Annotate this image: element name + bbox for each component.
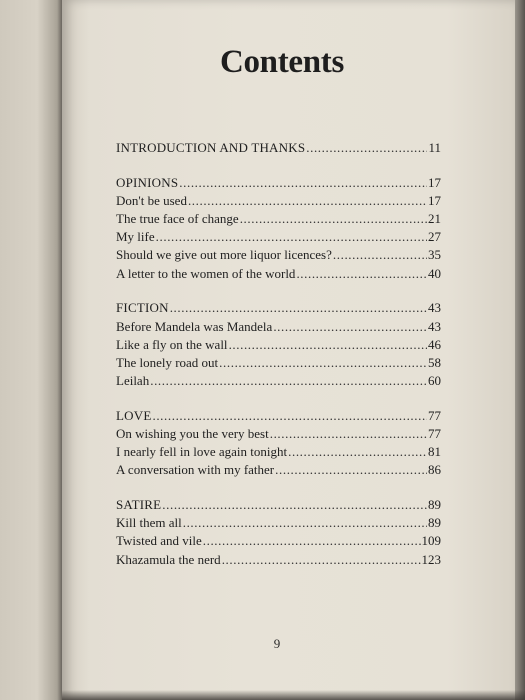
toc-section-heading [116, 408, 441, 426]
toc-entry-title: The true face of change [116, 211, 239, 227]
toc-entry [116, 229, 441, 247]
toc-entry [116, 552, 441, 570]
toc-heading-page: 11 [428, 140, 441, 155]
toc-entry-page: 40 [428, 265, 441, 281]
toc-entry-page: 27 [428, 229, 441, 245]
toc-entry-page: 21 [428, 211, 441, 227]
dot-leader [240, 211, 427, 227]
toc-entry [116, 426, 441, 444]
toc-section-heading [116, 140, 441, 158]
toc-entry-page: 109 [421, 533, 441, 549]
toc-heading-title: FICTION [116, 300, 169, 316]
toc-entry-title: Before Mandela was Mandela [116, 318, 273, 334]
page-bottom-shadow [62, 690, 525, 700]
page-number: 9 [273, 636, 281, 651]
toc-entry [116, 337, 441, 355]
toc-heading-title: LOVE [116, 407, 152, 423]
toc-heading-page: 17 [428, 174, 441, 190]
toc-section-satire [116, 497, 441, 570]
toc-entry-title: The lonely road out [116, 354, 219, 370]
toc-heading-title: SATIRE [116, 497, 162, 512]
toc-entry-title: My life [116, 229, 155, 245]
toc-entry [116, 533, 441, 551]
dot-leader [150, 373, 427, 389]
toc-entry-title: Khazamula the nerd [116, 551, 221, 567]
dot-leader [156, 229, 427, 245]
dot-leader [219, 355, 427, 371]
toc-entry-page: 77 [428, 425, 441, 441]
toc-entry-page: 43 [428, 318, 441, 334]
facing-page-edge [0, 0, 62, 700]
toc-entry-page: 86 [428, 462, 441, 478]
toc-entry-title: A letter to the women of the world [116, 265, 296, 281]
toc-entry [116, 515, 441, 533]
toc-section-introduction [116, 140, 441, 158]
toc-entry-page: 46 [428, 336, 441, 352]
dot-leader [152, 408, 427, 424]
toc-entry-title: Don't be used [116, 192, 187, 208]
toc-entry-page: 60 [428, 373, 441, 389]
toc-heading-title: OPINIONS [116, 174, 179, 190]
toc-section-love [116, 408, 441, 481]
toc-entry-title: Like a fly on the wall [116, 336, 228, 352]
toc-entry [116, 444, 441, 462]
toc-entry-page: 58 [428, 354, 441, 370]
dot-leader [306, 140, 427, 156]
dot-leader [229, 337, 427, 353]
toc-entry-title: Should we give out more liquor licences? [116, 247, 332, 263]
dot-leader [162, 497, 427, 513]
dot-leader [203, 533, 421, 549]
dot-leader [273, 319, 427, 335]
toc-entry-title: Kill them all [116, 515, 182, 531]
toc-entry-title: A conversation with my father [116, 462, 275, 478]
toc-entry-page: 35 [428, 247, 441, 263]
dot-leader [288, 444, 427, 460]
toc-section-heading [116, 300, 441, 318]
toc-entry-title: On wishing you the very best [116, 425, 269, 441]
toc-heading-page: 77 [428, 407, 441, 423]
toc-heading-page: 89 [428, 497, 441, 512]
dot-leader [170, 300, 427, 316]
toc-entry [116, 247, 441, 265]
dot-leader [275, 462, 427, 478]
toc-entry-title: Twisted and vile [116, 533, 202, 549]
toc-entry [116, 193, 441, 211]
toc-entry [116, 373, 441, 391]
toc-section-opinions [116, 175, 441, 284]
toc-entry [116, 211, 441, 229]
toc-heading-title: INTRODUCTION AND THANKS [116, 140, 306, 155]
toc-entry [116, 462, 441, 480]
table-of-contents [116, 140, 441, 586]
dot-leader [179, 175, 427, 191]
dot-leader [222, 552, 421, 568]
toc-entry-title: I nearly fell in love again tonight [116, 444, 288, 460]
dot-leader [270, 426, 427, 442]
toc-entry-page: 89 [428, 515, 441, 531]
toc-entry [116, 319, 441, 337]
page-title: Contents [219, 44, 345, 80]
toc-section-fiction [116, 300, 441, 391]
dot-leader [296, 266, 427, 282]
toc-entry-page: 17 [428, 192, 441, 208]
toc-section-heading [116, 497, 441, 515]
toc-heading-page: 43 [428, 300, 441, 316]
dot-leader [188, 193, 427, 209]
page-right-edge [515, 0, 525, 700]
toc-entry [116, 266, 441, 284]
toc-entry-title: Leilah [116, 373, 150, 389]
dot-leader [333, 247, 427, 263]
toc-section-heading [116, 175, 441, 193]
toc-entry-page: 81 [428, 444, 441, 460]
toc-entry-page: 123 [421, 551, 441, 567]
dot-leader [183, 515, 427, 531]
toc-entry [116, 355, 441, 373]
